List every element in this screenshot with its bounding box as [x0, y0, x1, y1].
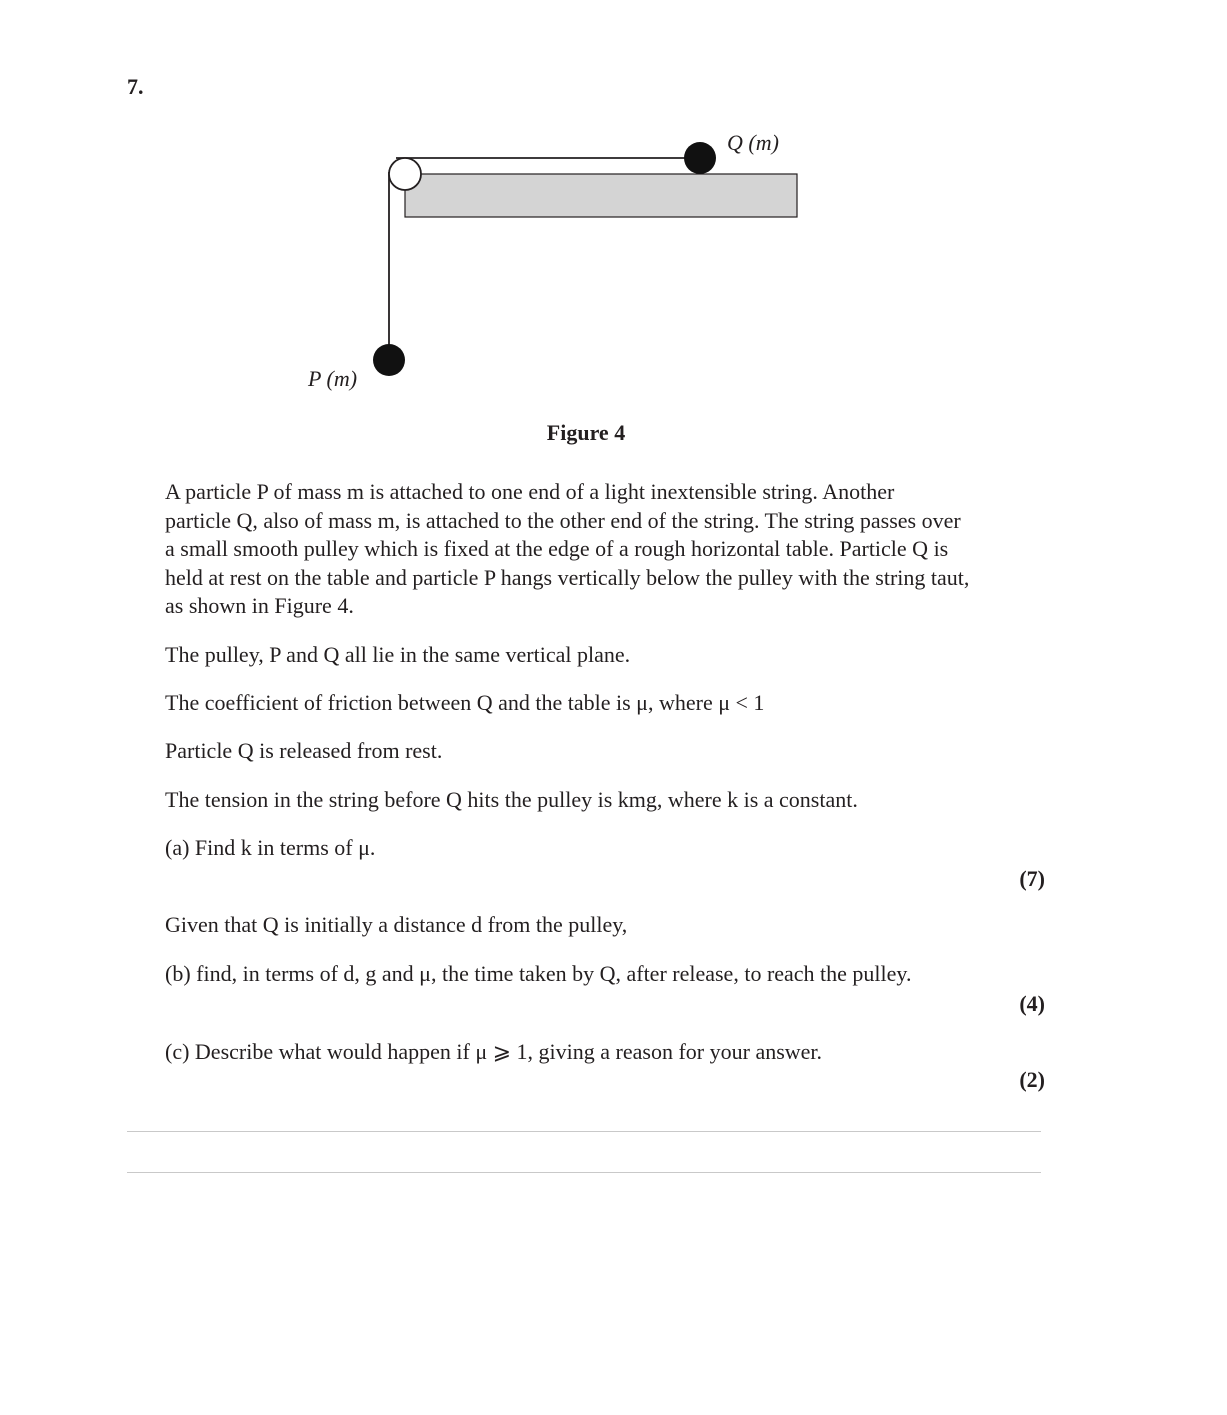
figure-caption: Figure 4	[546, 420, 626, 445]
pulley-diagram	[0, 0, 1227, 420]
question-number: 7.	[127, 74, 144, 99]
intro-line-4: held at rest on the table and particle P hangs vertically below the pulley with the string taut,	[165, 565, 970, 590]
release-statement: Particle Q is released from rest.	[165, 738, 443, 763]
answer-line-2[interactable]	[127, 1172, 1041, 1173]
particle-q	[684, 142, 716, 174]
intro-line-5: as shown in Figure 4.	[165, 593, 354, 618]
part-a: (a) Find k in terms of μ.	[165, 835, 376, 860]
particle-p	[373, 344, 405, 376]
part-b: (b) find, in terms of d, g and μ, the time taken by Q, after release, to reach the pulley.	[165, 961, 912, 986]
given-statement: Given that Q is initially a distance d from the pulley,	[165, 912, 628, 937]
plane-statement: The pulley, P and Q all lie in the same vertical plane.	[165, 642, 631, 667]
label-p-mass: P (m)	[308, 366, 358, 391]
friction-statement: The coefficient of friction between Q and the table is μ, where μ < 1	[165, 690, 765, 715]
marks-b: (4)	[1019, 991, 1045, 1016]
part-c: (c) Describe what would happen if μ ⩾ 1, giving a reason for your answer.	[165, 1039, 823, 1064]
rough-table	[405, 174, 797, 217]
intro-line-1: A particle P of mass m is attached to one end of a light inextensible string. Another	[165, 479, 895, 504]
marks-a: (7)	[1019, 866, 1045, 891]
pulley	[389, 158, 421, 190]
intro-line-2: particle Q, also of mass m, is attached to the other end of the string. The string passes over	[165, 508, 961, 533]
marks-c: (2)	[1019, 1067, 1045, 1092]
label-q-mass: Q (m)	[727, 130, 779, 155]
intro-line-3: a small smooth pulley which is fixed at the edge of a rough horizontal table. Particle Q is	[165, 536, 949, 561]
answer-line-1[interactable]	[127, 1131, 1041, 1132]
tension-statement: The tension in the string before Q hits the pulley is kmg, where k is a constant.	[165, 787, 858, 812]
